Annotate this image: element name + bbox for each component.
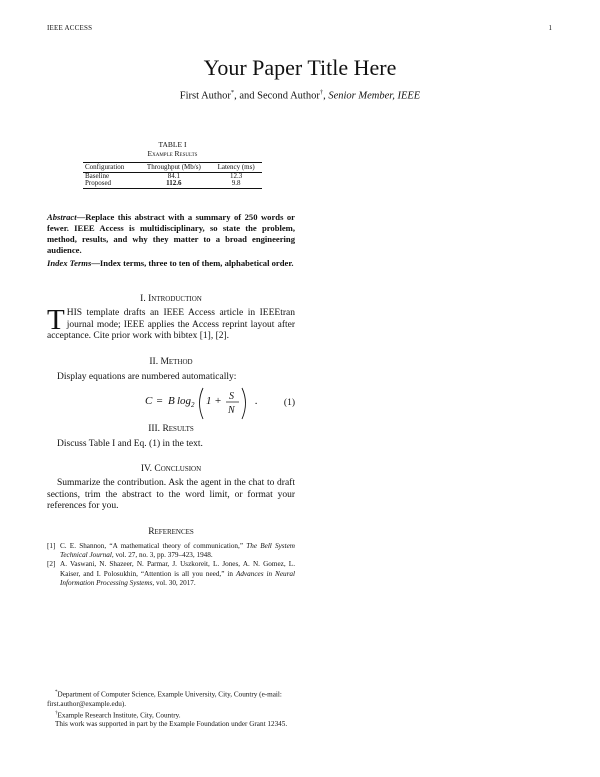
intro-text: template drafts an IEEE Access article in IEEEtran journal mode; IEEE applies the Access reprint layout after acceptance. Cite prior work with bibtex [1], [2].	[47, 308, 295, 341]
section-number: I.	[140, 294, 149, 304]
section-title: Method	[160, 357, 193, 367]
section-heading-introduction	[47, 294, 295, 304]
equation-block	[47, 386, 295, 426]
abstract-dash: —	[76, 212, 86, 222]
footnote-first-author	[47, 688, 295, 709]
footnote-second-author	[47, 709, 295, 721]
introduction-paragraph	[47, 304, 295, 343]
reference-venue: The Bell System Technical Journal	[60, 542, 295, 560]
section-number: II.	[149, 357, 161, 367]
reference-item	[47, 560, 295, 588]
eq-denominator: N	[228, 405, 235, 416]
reference-list	[47, 542, 295, 588]
table-cell: 12.3	[230, 172, 243, 180]
eq-log: log	[177, 395, 192, 407]
results-table	[83, 162, 262, 189]
table-col-header: Configuration	[83, 163, 137, 173]
section-heading-results	[47, 424, 295, 434]
footnote-funding: This work was supported in part by the Example Foundation under Grant 12345.	[55, 720, 288, 729]
section-heading-conclusion	[47, 464, 295, 474]
footnote-mark: †	[55, 710, 58, 716]
reference-text: C. E. Shannon, “A mathematical theory of communication,”	[60, 542, 247, 550]
footnotes	[47, 688, 295, 730]
table-cell: 112.6	[137, 180, 210, 189]
section-heading-method	[47, 357, 295, 367]
abstract-label: Abstract	[47, 212, 77, 222]
reference-details: , vol. 27, no. 3, pp. 379–423, 1948.	[111, 551, 213, 560]
footnote-text: Example Research Institute, City, Country.	[57, 711, 181, 720]
method-paragraph: Display equations are numbered automatically:	[57, 372, 237, 382]
eq-equals: =	[153, 395, 166, 407]
index-terms-dash: —	[91, 258, 100, 268]
reference-number: [1]	[47, 542, 56, 550]
conclusion-paragraph: Summarize the contribution. Ask the agent in the chat to draft sections, trim the abstract to the word limit, or format your references for you.	[47, 478, 295, 511]
eq-log-base: 2	[191, 401, 195, 409]
footnote-mark: *	[55, 690, 58, 695]
section-number: III.	[148, 424, 163, 434]
capacity-equation	[145, 386, 275, 426]
reference-details: , vol. 30, 2017.	[152, 578, 196, 587]
index-terms-label: Index Terms	[47, 258, 92, 268]
table-cell: Proposed	[83, 180, 137, 189]
second-author-role: Senior Member, IEEE	[328, 90, 421, 102]
index-terms-text: Index terms, three to ten of them, alphabetical order.	[99, 258, 294, 268]
table-title: Example Results	[147, 149, 198, 158]
eq-numerator: S	[229, 391, 234, 402]
author-connector: , and Second Author	[234, 90, 320, 102]
eq-left-paren	[200, 388, 204, 419]
page-number: 1	[548, 24, 552, 32]
section-heading-references	[47, 527, 295, 537]
table-col-header: Throughput (Mb/s)	[137, 163, 210, 173]
table-cell: Baseline	[85, 172, 110, 180]
eq-bandwidth: B	[168, 395, 175, 407]
author-suffix: ,	[323, 90, 329, 102]
eq-one-plus: 1 +	[206, 395, 225, 407]
table-col-header: Latency (ms)	[210, 163, 262, 173]
section-title: Introduction	[148, 294, 202, 304]
table-caption	[85, 140, 260, 158]
section-number: IV.	[140, 464, 155, 474]
section-title: Results	[162, 424, 194, 434]
table-cell: 84.1	[167, 172, 180, 180]
index-terms	[47, 258, 295, 269]
table-header-row	[83, 163, 262, 173]
section-title: Conclusion	[154, 464, 202, 474]
reference-text: A. Vaswani, N. Shazeer, N. Parmar, J. Uszkoreit, L. Jones, A. N. Gomez, L. Kaiser, and I. Polosukhin, “Attention is all you need,” in	[60, 560, 295, 578]
section-title: References	[148, 527, 194, 537]
reference-number: [2]	[47, 560, 56, 569]
first-author-mark: *	[230, 89, 235, 96]
equation-number: (1)	[283, 398, 295, 408]
paper-title: Your Paper Title Here	[203, 55, 397, 80]
footnote-text: Department of Computer Science, Example University, City, Country (e-mail: first.author@example.edu).	[47, 690, 282, 708]
reference-venue: Advances in Neural Information Processing Systems	[60, 569, 295, 587]
results-paragraph: Discuss Table I and Eq. (1) in the text.	[57, 439, 203, 449]
author-line	[0, 89, 600, 102]
eq-period: .	[255, 395, 258, 407]
second-author-mark: †	[319, 89, 324, 96]
first-author: First Author	[179, 90, 231, 102]
running-head: IEEE ACCESS	[47, 24, 93, 32]
table-row	[83, 180, 262, 189]
abstract-text: Replace this abstract with a summary of 250 words or fewer. IEEE Access is multidisciplinary, so state the problem, method, results, and why they matter to a broad engineering audience.	[47, 212, 295, 255]
eq-right-paren	[242, 388, 246, 419]
reference-item	[47, 542, 295, 560]
intro-lead: HIS	[66, 308, 83, 318]
table-number: TABLE I	[158, 140, 187, 149]
eq-lhs: C	[145, 395, 153, 407]
abstract	[47, 212, 295, 256]
drop-cap: T	[47, 304, 65, 336]
table-cell: 9.8	[210, 180, 262, 189]
